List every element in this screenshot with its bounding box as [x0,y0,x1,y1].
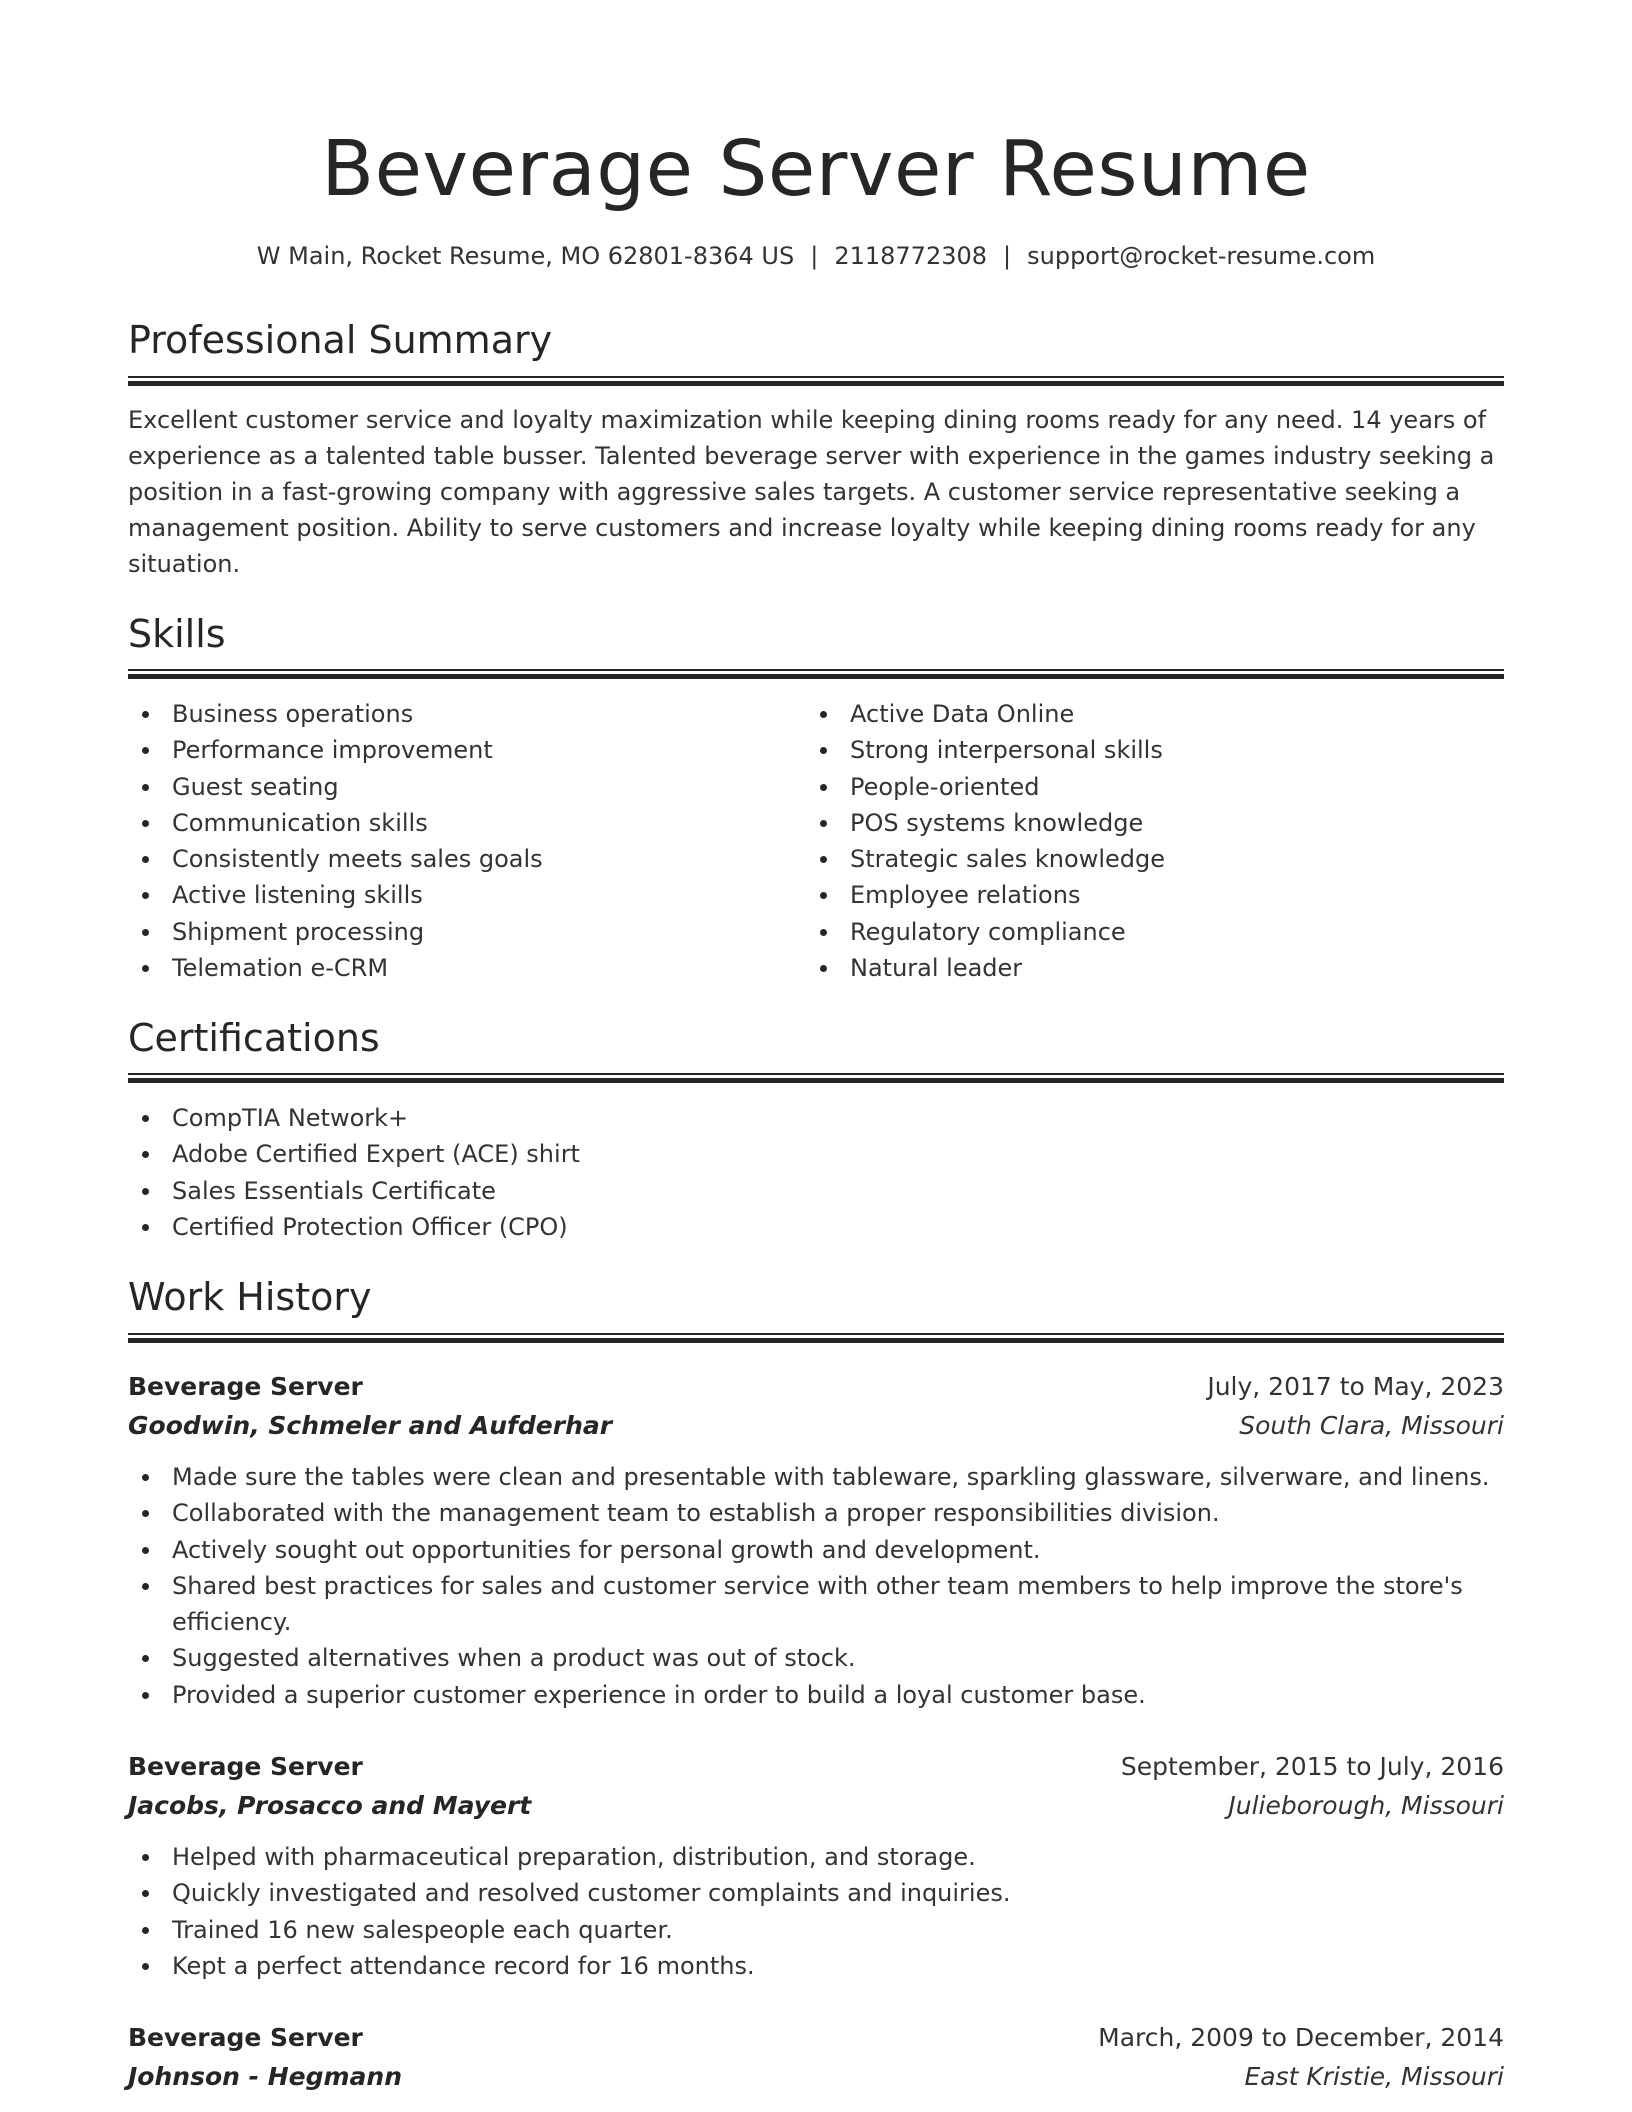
skill-item: Natural leader [806,950,1504,986]
job-company: Jacobs, Prosacco and Mayert [128,1791,532,1820]
skill-item: Active Data Online [806,696,1504,732]
job-duty-item: Shared best practices for sales and customer service with other team members to help improve the store's efficiency. [128,1568,1504,1641]
job-duty-item: Provided a superior customer experience in order to build a loyal customer base. [128,1677,1504,1713]
job-location: Julieborough, Missouri [1228,1791,1504,1820]
skill-item: POS systems knowledge [806,805,1504,841]
job-employer [128,2057,1504,2097]
job-location: East Kristie, Missouri [1244,2062,1504,2091]
job-header [128,2018,1504,2058]
job-duty-item: Actively sought out opportunities for personal growth and development. [128,1532,1504,1568]
skills-list-left [128,696,788,986]
certification-item: CompTIA Network+ [128,1100,1504,1136]
job-duty-item: Trained 16 new salespeople each quarter. [128,1912,1504,1948]
certification-item: Certified Protection Officer (CPO) [128,1209,1504,1245]
job-employer [128,1406,1504,1446]
certifications-heading: Certifications [128,1016,380,1060]
contact-separator: | [1003,242,1012,270]
skill-item: Communication skills [128,805,788,841]
job-duty-item: Collaborated with the management team to establish a proper responsibilities division. [128,1495,1504,1531]
skill-item: Active listening skills [128,877,788,913]
contact-address: W Main, Rocket Resume, MO 62801-8364 US [256,242,795,270]
job-title: Beverage Server [128,1752,363,1781]
job-duty-item: Helped with pharmaceutical preparation, distribution, and storage. [128,1839,1504,1875]
job-employer [128,1786,1504,1826]
job-header [128,1747,1504,1787]
contact-line [128,238,1504,274]
skill-item: Performance improvement [128,732,788,768]
job-duties-list [128,1459,1504,1713]
skill-item: Employee relations [806,877,1504,913]
job-duties-list [128,1839,1504,1984]
skill-item: Strategic sales knowledge [806,841,1504,877]
job-location: South Clara, Missouri [1239,1411,1504,1440]
job-company: Goodwin, Schmeler and Aufderhar [128,1411,613,1440]
skills-list-right [806,696,1504,986]
section-divider [128,669,1504,679]
summary-text: Excellent customer service and loyalty maximization while keeping dining rooms ready for any need. 14 years of experience as a talented table busser. Talented beverage server with experience in the games industry seeking a position in a fast-growing company with aggressive sales targets. A customer service representative seeking a management position. Ability to serve customers and increase loyalty while keeping dining rooms ready for any situation. [128,406,1495,578]
contact-separator: | [810,242,819,270]
job-duty-item: Quickly investigated and resolved customer complaints and inquiries. [128,1875,1504,1911]
skill-item: Shipment processing [128,914,788,950]
work-history-heading: Work History [128,1275,372,1319]
section-divider [128,1073,1504,1083]
skill-item: Consistently meets sales goals [128,841,788,877]
job-header [128,1367,1504,1407]
resume-title: Beverage Server Resume [321,125,1311,214]
contact-phone: 2118772308 [834,242,988,270]
job-duty-item: Suggested alternatives when a product was out of stock. [128,1640,1504,1676]
certification-item: Sales Essentials Certificate [128,1173,1504,1209]
job-dates: September, 2015 to July, 2016 [1120,1752,1504,1781]
job-company: Johnson - Hegmann [128,2062,402,2091]
job-title: Beverage Server [128,2023,363,2052]
job-duty-item: Kept a perfect attendance record for 16 months. [128,1948,1504,1984]
certification-item: Adobe Certified Expert (ACE) shirt [128,1136,1504,1172]
skill-item: Business operations [128,696,788,732]
skill-item: People-oriented [806,769,1504,805]
skills-heading: Skills [128,612,226,656]
job-dates: March, 2009 to December, 2014 [1098,2023,1504,2052]
section-divider [128,1333,1504,1343]
certifications-list [128,1100,1504,1245]
section-divider [128,376,1504,386]
skill-item: Regulatory compliance [806,914,1504,950]
contact-email: support@rocket-resume.com [1027,242,1376,270]
summary-heading: Professional Summary [128,318,553,362]
job-title: Beverage Server [128,1372,363,1401]
skill-item: Strong interpersonal skills [806,732,1504,768]
job-duty-item: Made sure the tables were clean and presentable with tableware, sparkling glassware, silverware, and linens. [128,1459,1504,1495]
skill-item: Guest seating [128,769,788,805]
job-dates: July, 2017 to May, 2023 [1207,1372,1504,1401]
skill-item: Telemation e-CRM [128,950,788,986]
